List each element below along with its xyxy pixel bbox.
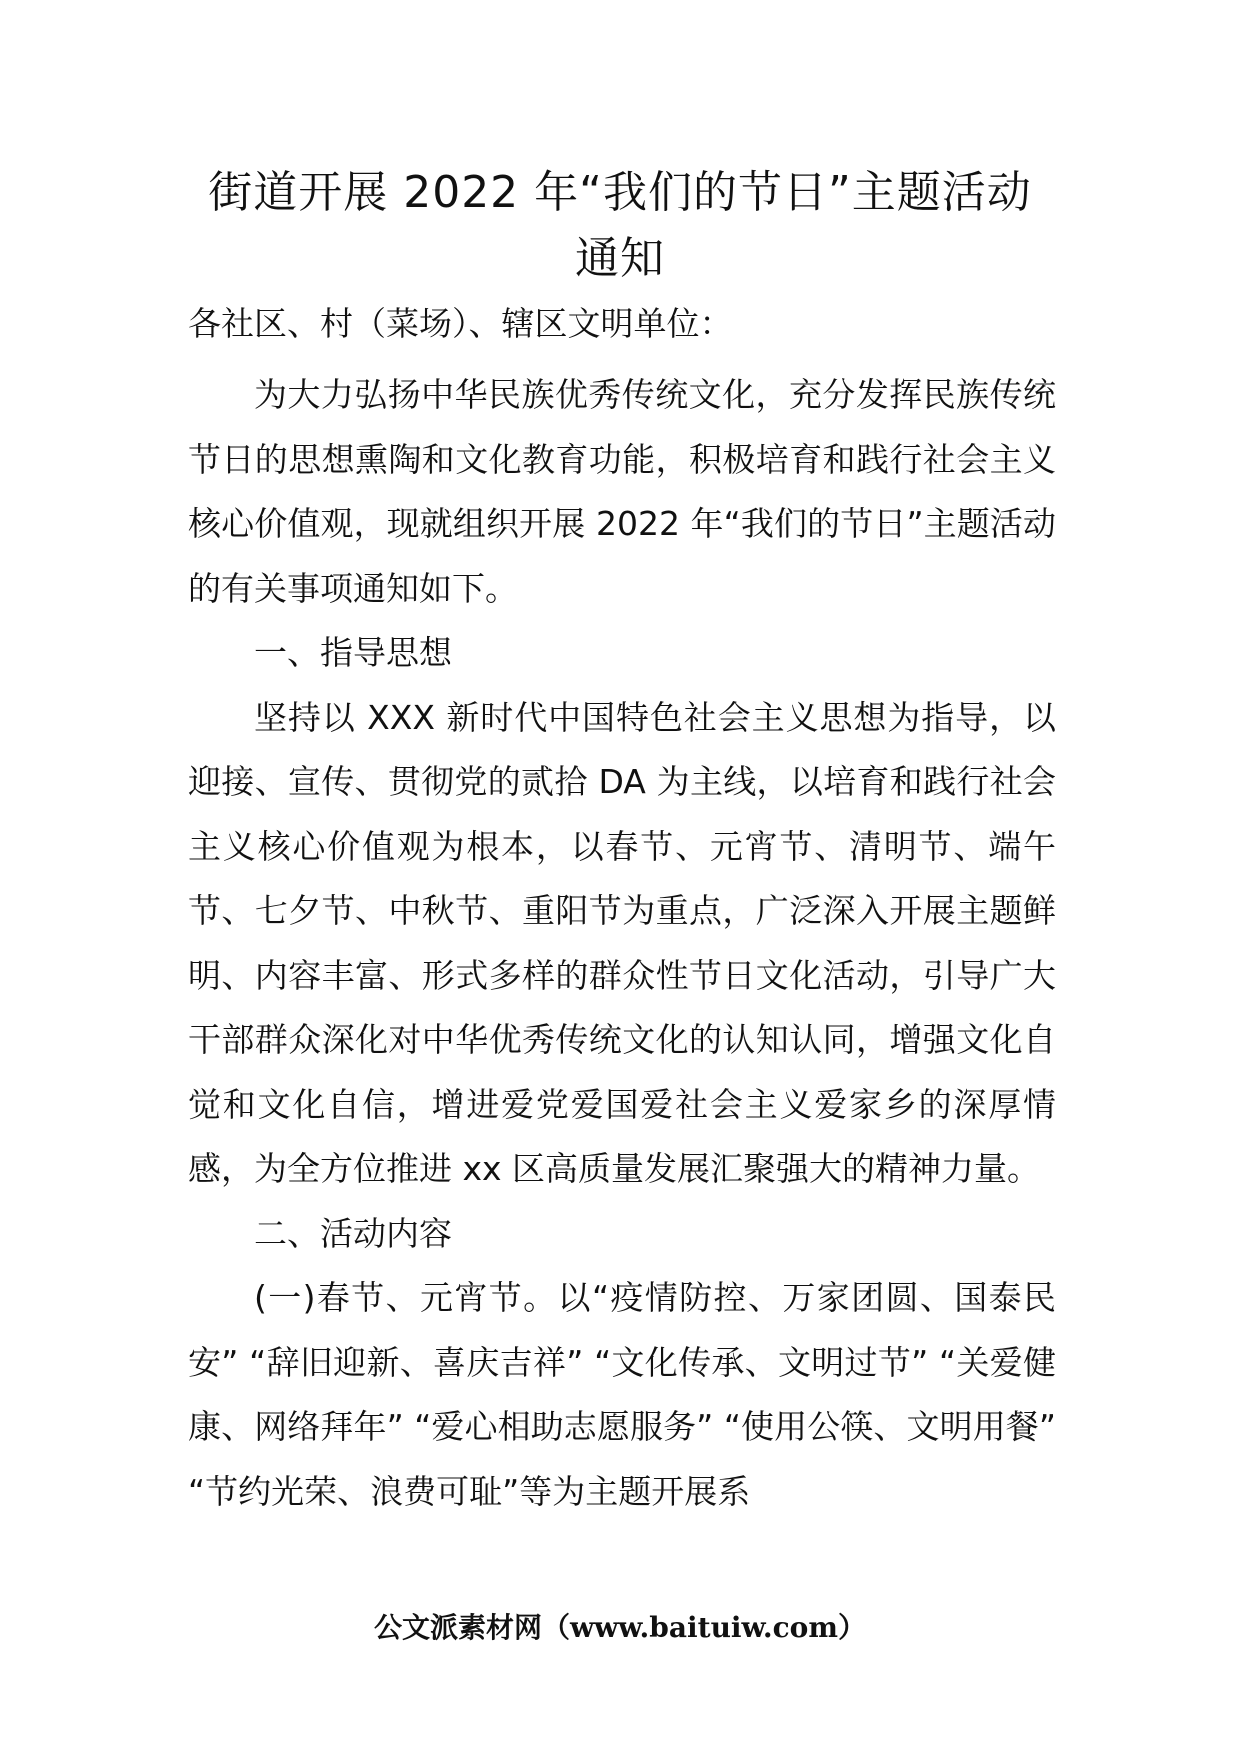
document-title xyxy=(150,160,1090,292)
section-heading-guiding-ideology: 一、指导思想 xyxy=(254,633,452,672)
title-line-1: 街道开展 2022 年“我们的节日”主题活动 xyxy=(208,167,1032,218)
intro-paragraph: 为大力弘扬中华民族优秀传统文化，充分发挥民族传统节日的思想熏陶和文化教育功能，积极培育和践行社会主义核心价值观，现就组织开展 2022 年“我们的节日”主题活动的有关事项通知如下。 xyxy=(188,375,1056,608)
footer-watermark: 公文派素材网（www.baituiw.com） xyxy=(374,1611,866,1644)
section-heading-activities: 二、活动内容 xyxy=(254,1213,452,1253)
spring-festival-paragraph: (一)春节、元宵节。以“疫情防控、万家团圆、国泰民安” “辞旧迎新、喜庆吉祥” “文化传承、文明过节” “关爱健康、网络拜年” “爱心相助志愿服务” “使用公筷、文明用餐” “节约光荣、浪费可耻”等为主题开展系 xyxy=(188,1278,1056,1511)
guiding-ideology-paragraph: 坚持以 XXX 新时代中国特色社会主义思想为指导，以迎接、宣传、贯彻党的贰拾 DA 为主线，以培育和践行社会主义核心价值观为根本，以春节、元宵节、清明节、端午节、七夕节、中秋节、重阳节为重点，广泛深入开展主题鲜明、内容丰富、形式多样的群众性节日文化活动，引导广大干部群众深化对中华优秀传统文化的认知认同，增强文化自觉和文化自信，增进爱党爱国爱社会主义爱家乡的深厚情感，为全方位推进 xx 区高质量发展汇聚强大的精神力量。 xyxy=(188,697,1056,1188)
title-line-2: 通知 xyxy=(575,233,665,284)
document-body xyxy=(188,363,1056,1524)
salutation: 各社区、村（菜场）、辖区文明单位： xyxy=(188,304,733,343)
